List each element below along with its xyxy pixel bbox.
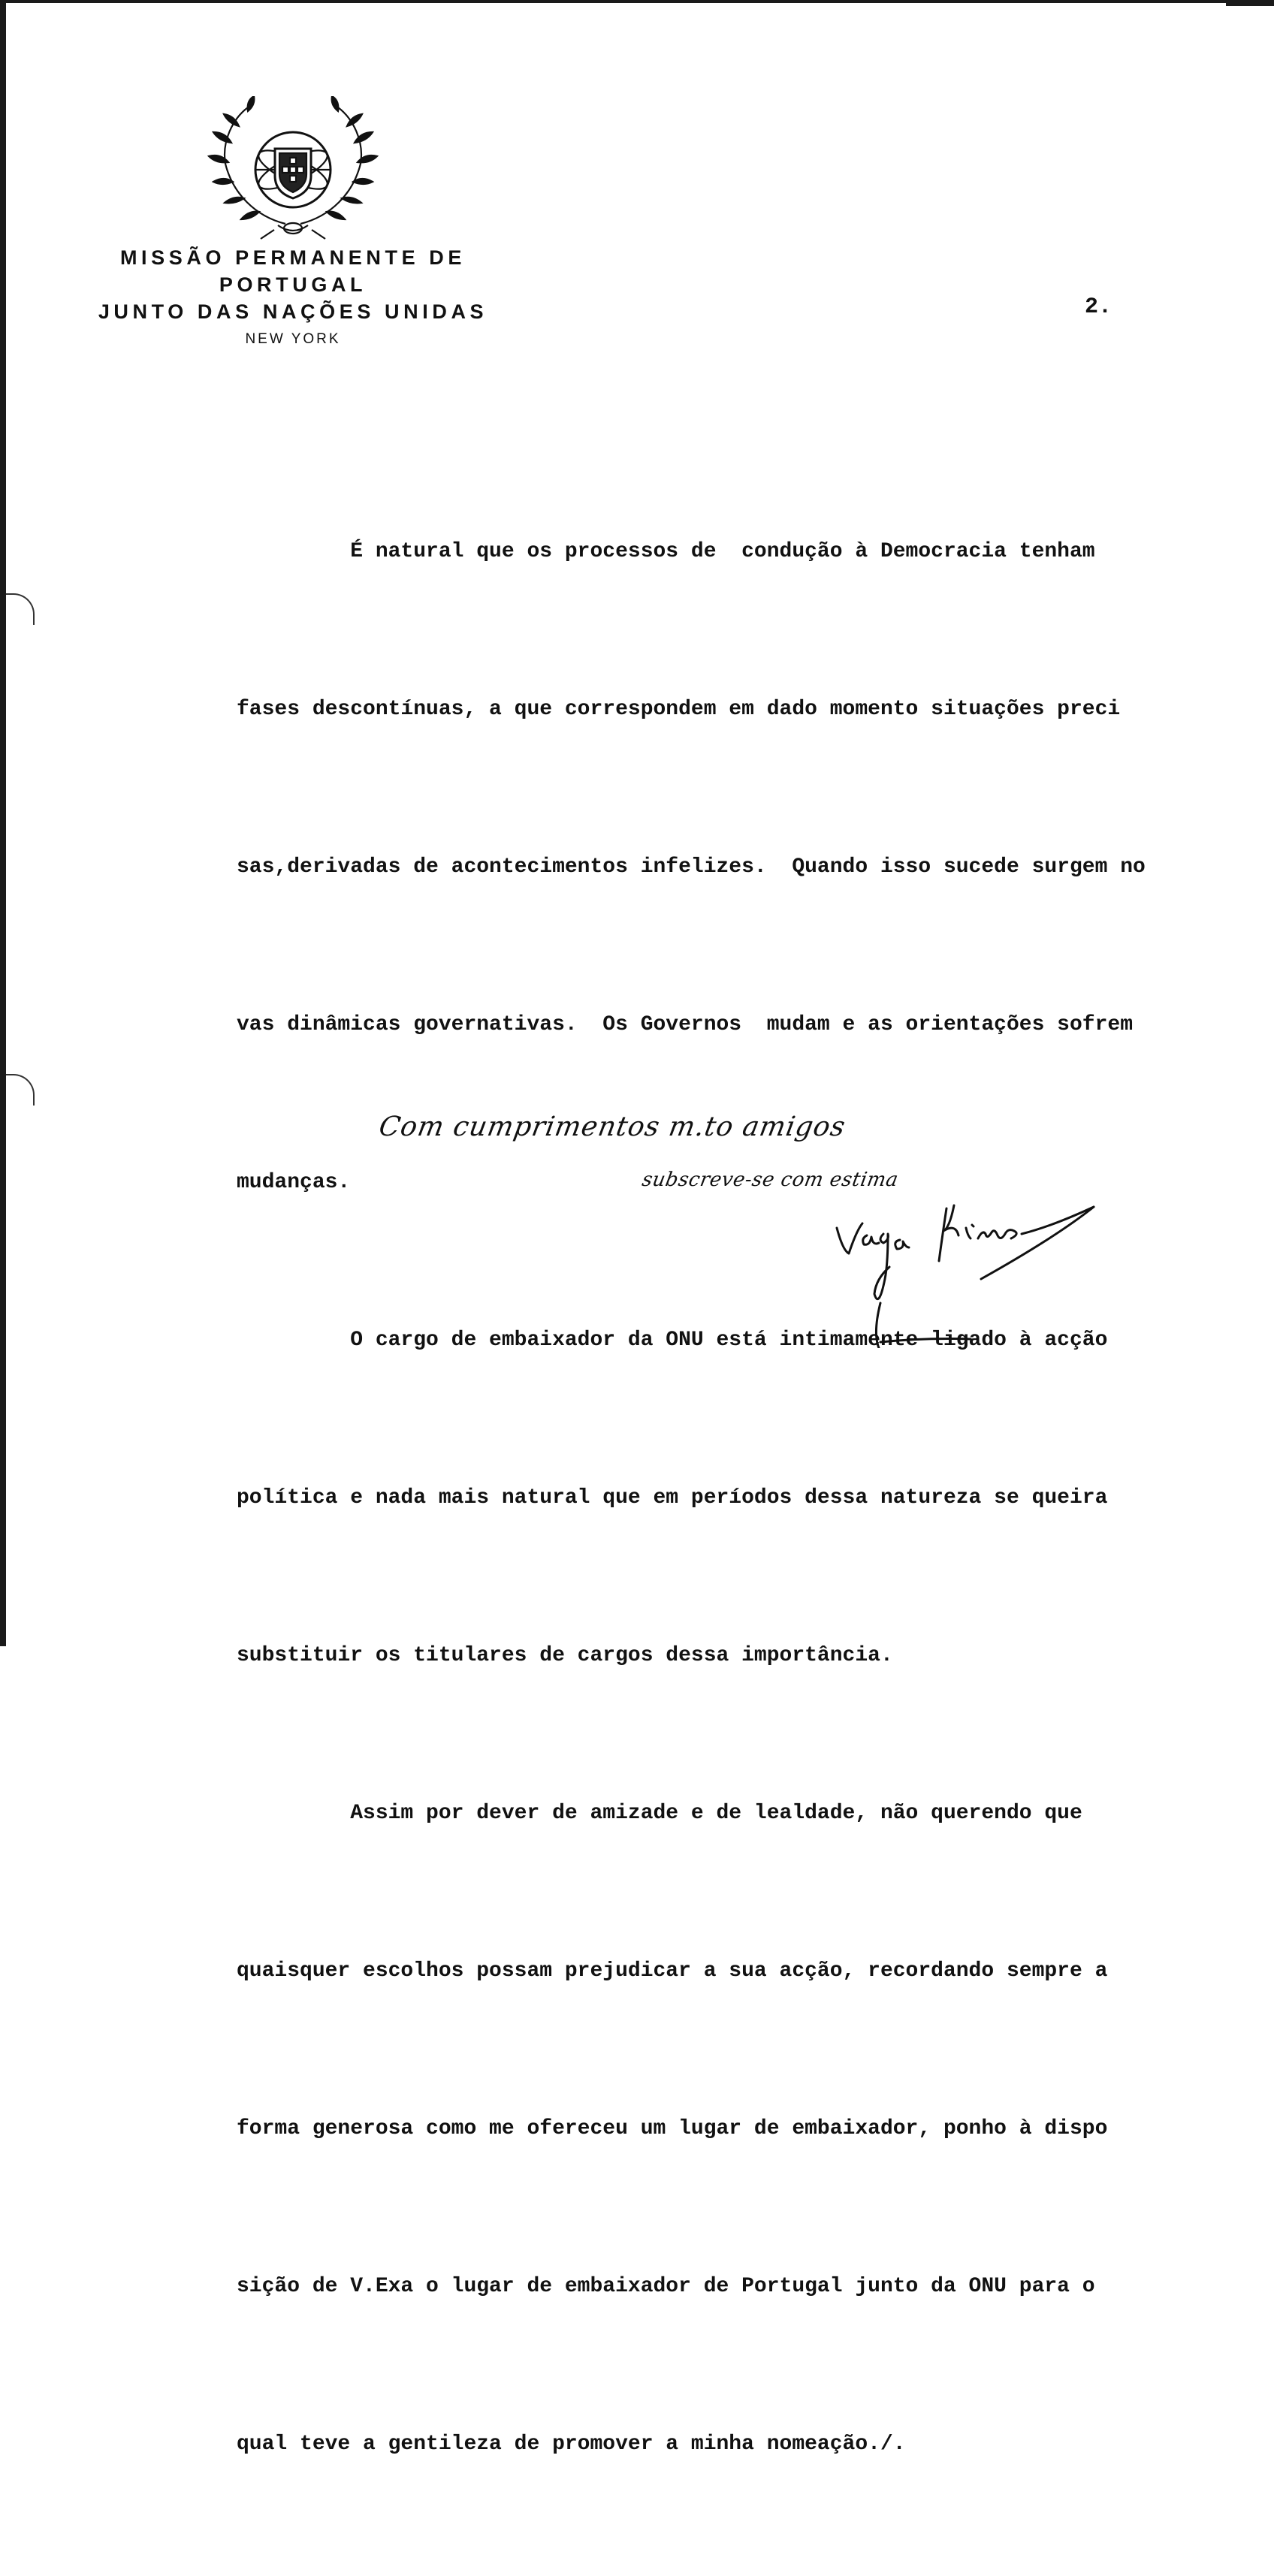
body-line: É natural que os processos de condução à Democracia tenham [237, 540, 1095, 563]
scan-edge-left [0, 0, 6, 1646]
body-line: sas,derivadas de acontecimentos infelizes. Quando isso sucede surgem no [237, 855, 1146, 879]
letter-body [237, 421, 1146, 2576]
body-line: sição de V.Exa o lugar de embaixador de Portugal junto da ONU para o [237, 2275, 1095, 2298]
body-line: Assim por dever de amizade e de lealdade, não querendo que [237, 1802, 1082, 1825]
punch-hole-mark [6, 593, 35, 625]
body-line: quaisquer escolhos possam prejudicar a sua acção, recordando sempre a [237, 1959, 1108, 1983]
letterhead-subtitle: JUNTO DAS NAÇÕES UNIDAS [98, 300, 488, 323]
signature [834, 1198, 1104, 1348]
body-line: qual teve a gentileza de promover a minha nomeação./. [237, 2433, 906, 2456]
body-line: forma generosa como me ofereceu um lugar de embaixador, ponho à dispo [237, 2117, 1108, 2140]
letterhead [45, 244, 541, 351]
handwritten-closing: subscreve-se com estima [640, 1169, 901, 1191]
body-line: fases descontínuas, a que correspondem em dado momento situações preci [237, 698, 1121, 721]
page-number: 2. [1085, 294, 1112, 320]
body-line: O cargo de embaixador da ONU está intimamente ligado à acção [237, 1329, 1108, 1352]
scan-edge-top [0, 0, 1274, 3]
handwritten-greeting: Com cumprimentos m.to amigos [376, 1112, 848, 1142]
letterhead-title: MISSÃO PERMANENTE DE PORTUGAL [119, 246, 466, 296]
coat-of-arms-icon [203, 96, 383, 246]
punch-hole-mark [6, 1074, 35, 1106]
body-line: vas dinâmicas governativas. Os Governos mudam e as orientações sofrem [237, 1013, 1133, 1036]
body-line: mudanças. [237, 1171, 351, 1194]
body-line: substituir os titulares de cargos dessa importância. [237, 1644, 893, 1667]
letterhead-city: NEW YORK [245, 331, 341, 347]
body-line: política e nada mais natural que em períodos dessa natureza se queira [237, 1486, 1108, 1510]
scan-edge-top-right [1226, 0, 1274, 6]
